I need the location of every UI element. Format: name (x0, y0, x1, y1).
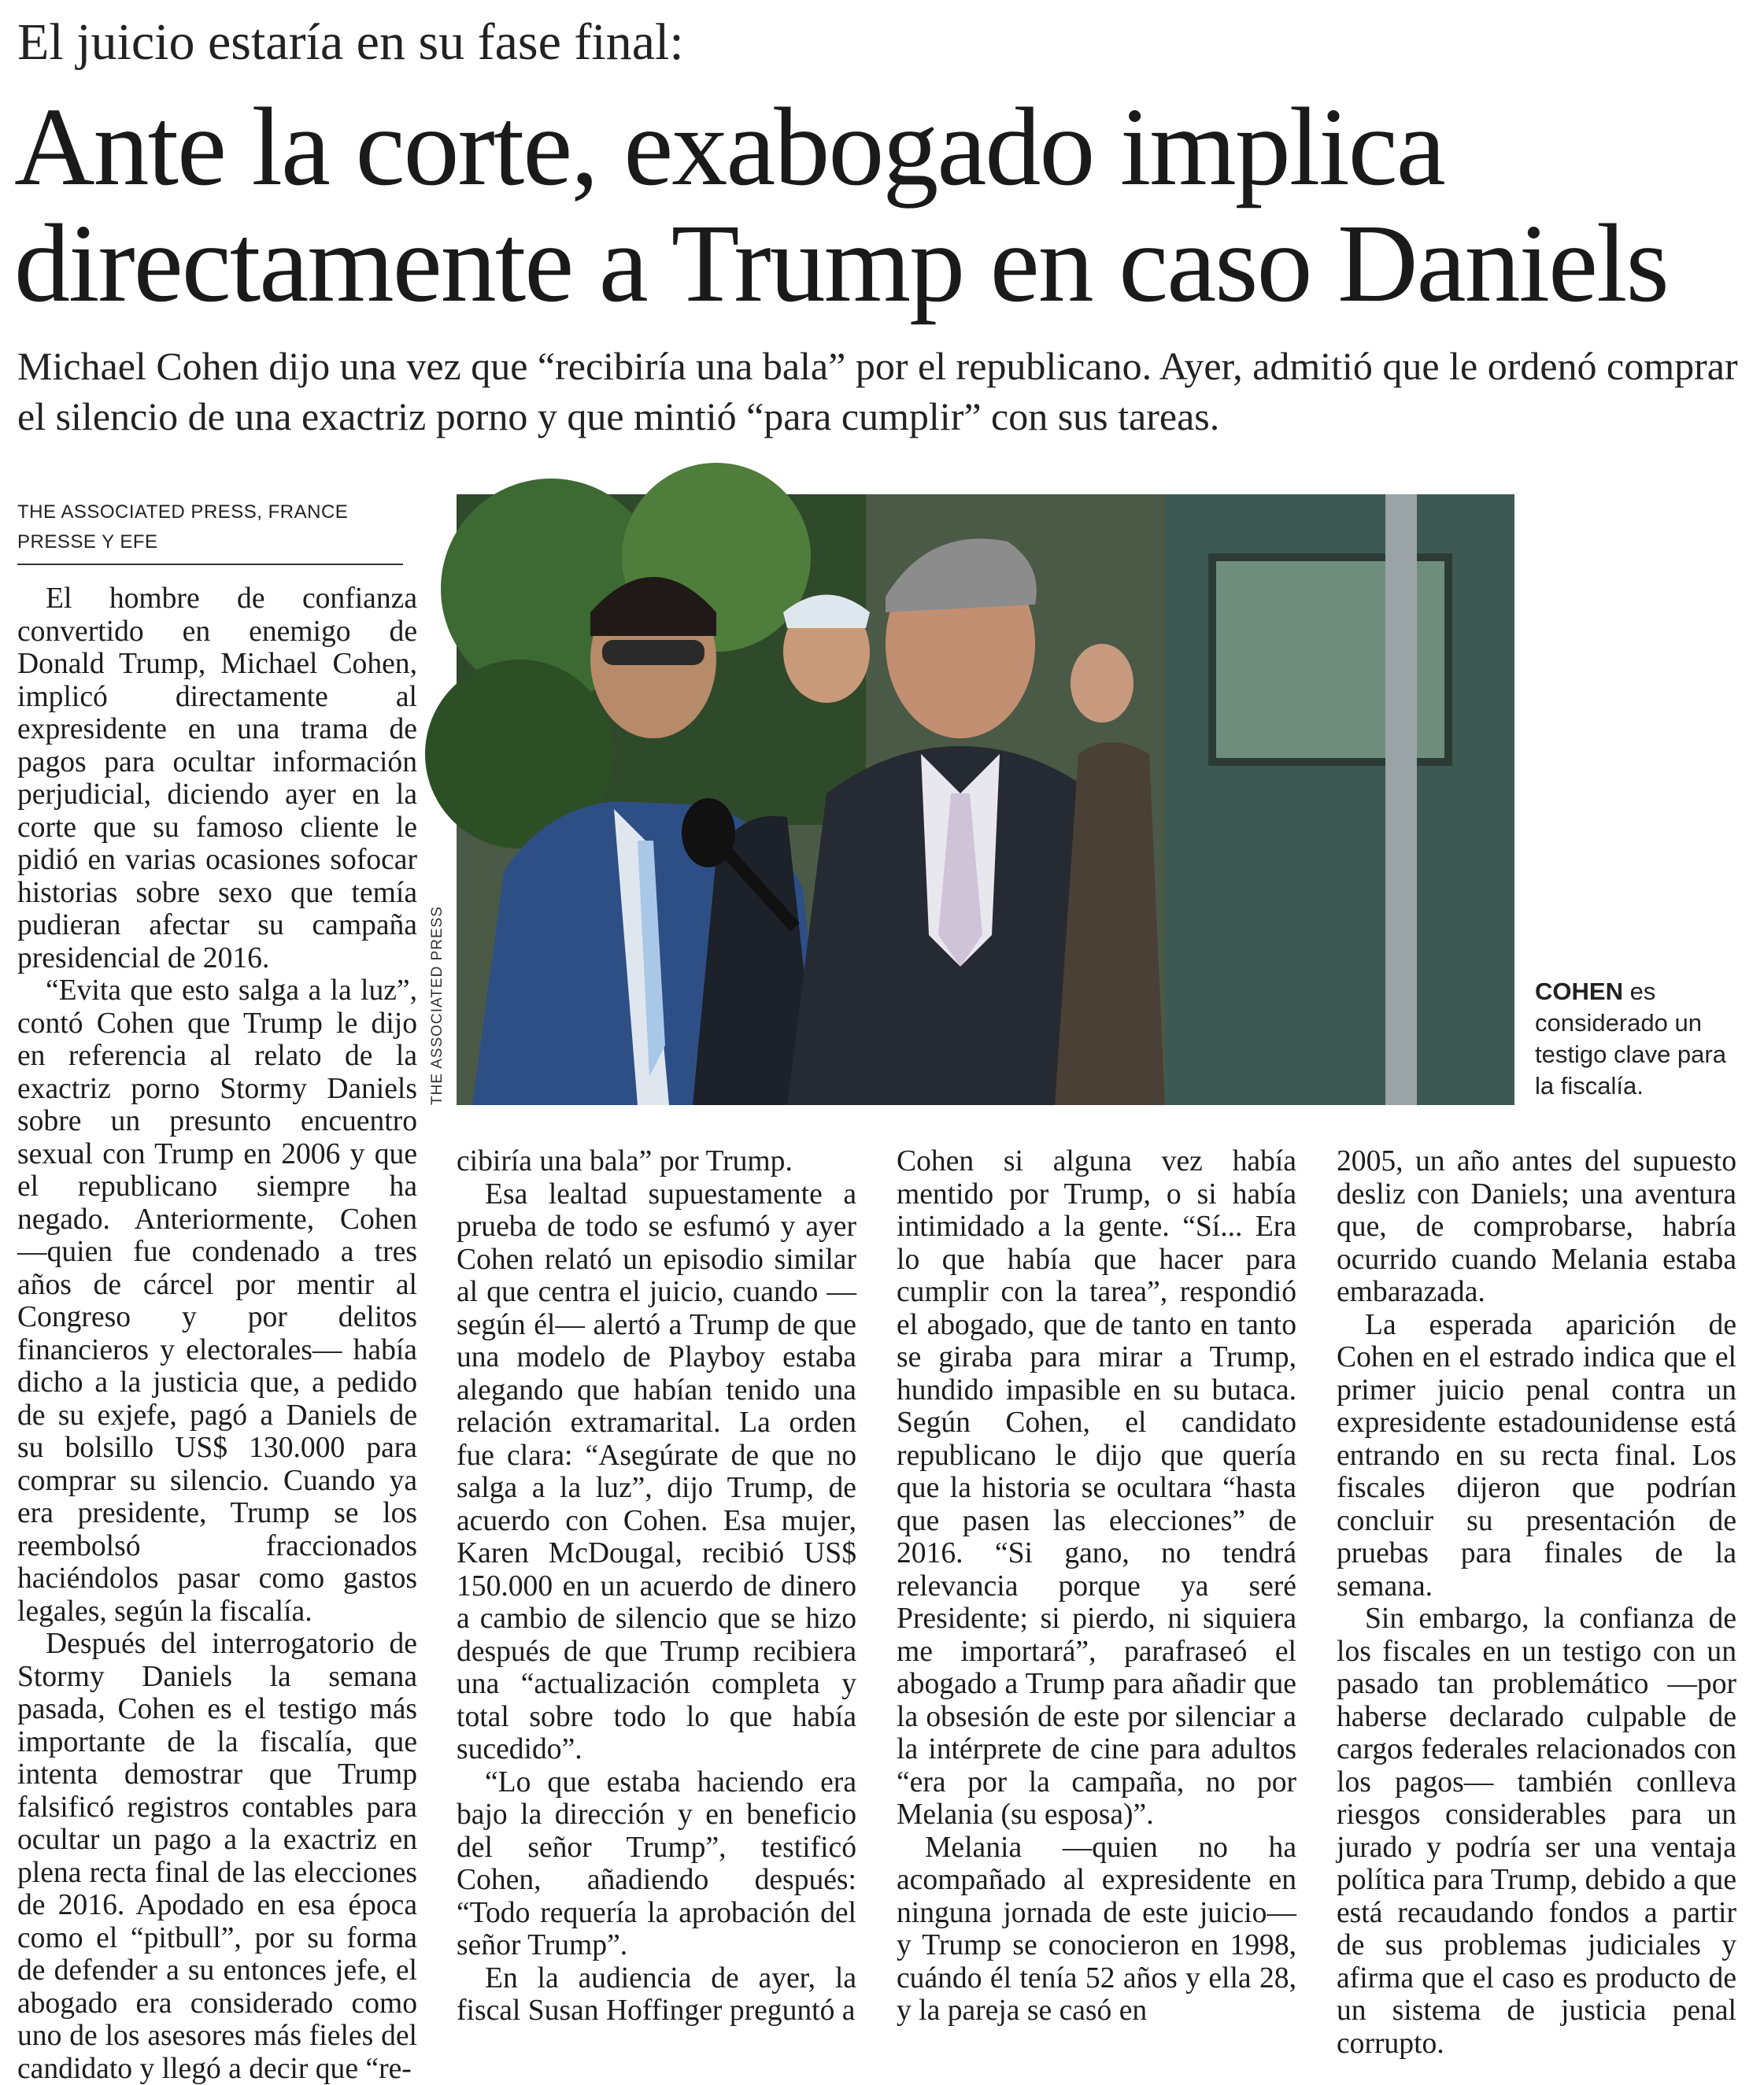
column-2 (457, 1145, 856, 2054)
paragraph: 2005, un año antes del supuesto desliz con Daniels; una aventura que, de comprobarse, habría ocurrido cuando Melania estaba embarazada. (1337, 1145, 1736, 1308)
column-4 (1337, 1145, 1736, 2060)
news-photo (457, 494, 1514, 1105)
photo-illustration (457, 494, 1514, 1105)
paragraph: El hombre de confianza convertido en enemigo de Donald Trump, Michael Cohen, implicó directamente al expresidente en una trama de pagos para ocultar información perjudicial, diciendo ayer en la corte que su famoso cliente le pidió en varias ocasiones sofocar historias sobre sexo que temía pudieran afectar su campaña presidencial de 2016. (17, 582, 417, 974)
paragraph: Sin embargo, la confianza de los fiscales en un testigo con un pasado tan problemático —por haberse declarado culpable de cargos federales relacionados con los pagos— también conlleva riesgos considerables para un jurado y podría ser una ventaja política para Trump, debido a que está recaudando fondos a partir de sus problemas judiciales y afirma que el caso es producto de un sistema de justicia penal corrupto. (1337, 1603, 1736, 2060)
caption-text: es considerado un testigo clave para la fiscalía. (1535, 978, 1726, 1100)
paragraph: En la audiencia de ayer, la fiscal Susan Hoffinger preguntó a (457, 1961, 856, 2027)
column-3 (897, 1145, 1296, 2054)
paragraph: Después del interrogatorio de Stormy Daniels la semana pasada, Cohen es el testigo más importante de la fiscalía, que intenta demostrar que Trump falsificó registros contables para ocultar un pago a la exactriz en plena recta final de las elecciones de 2016. Apodado en esa época como el “pitbull”, por su forma de defender a su entonces jefe, el abogado era considerado como uno de los asesores más fieles del candidato y llegó a decir que “re- (17, 1628, 417, 2085)
column-1 (17, 582, 417, 2085)
photo-caption (1535, 976, 1740, 1102)
headline: Ante la corte, exabogado implica directamente a Trump en caso Daniels (14, 84, 1668, 325)
paragraph: La esperada aparición de Cohen en el estrado indica que el primer juicio penal contra un expresidente estadounidense está entrando en su recta final. Los fiscales dijeron que podrían concluir su presentación de pruebas para finales de la semana. (1337, 1308, 1736, 1603)
byline: THE ASSOCIATED PRESS, FRANCE PRESSE Y EFE (17, 497, 403, 565)
paragraph: cibiría una bala” por Trump. (457, 1145, 793, 1177)
paragraph: Cohen si alguna vez había mentido por Trump, o si había intimidado a la gente. “Sí... Era lo que había que hacer para cumplir con la tarea”, respondió el abogado, que de tanto en tanto se giraba para mirar a Trump, hundido impasible en su butaca. Según Cohen, el candidato republicano le dijo que quería que la historia se ocultara “hasta que pasen las elecciones” de 2016. “Si gano, no tendrá relevancia porque ya seré Presidente; si pierdo, ni siquiera me importará”, parafraseó el abogado a Trump para añadir que la obsesión de este por silenciar a la intérprete de cine para adultos “era por la campaña, no por Melania (su esposa)”. (897, 1145, 1296, 1831)
deck: Michael Cohen dijo una vez que “recibiría una bala” por el republicano. Ayer, admitió que le ordenó comprar el silencio de una exactriz porno y que mintió “para cumplir” con sus tareas. (17, 344, 1738, 438)
photo-credit: THE ASSOCIATED PRESS (429, 906, 446, 1105)
paragraph: Esa lealtad supuestamente a prueba de todo se esfumó y ayer Cohen relató un episodio similar al que centra el juicio, cuando —según él— alertó a Trump de que una modelo de Playboy estaba alegando que habían tenido una relación extramarital. La orden fue clara: “Asegúrate de que no salga a la luz”, dijo Trump, de acuerdo con Cohen. Esa mujer, Karen McDougal, recibió US$ 150.000 en un acuerdo de dinero a cambio de silencio que se hizo después de que Trump recibiera una “actualización completa y total sobre todo lo que había sucedido”. (457, 1177, 856, 1765)
kicker: El juicio estaría en su fase final: (17, 13, 684, 71)
paragraph: “Evita que esto salga a la luz”, contó Cohen que Trump le dijo en referencia al relato de la exactriz porno Stormy Daniels sobre un presunto encuentro sexual con Trump en 2006 y que el republicano siempre ha negado. Anteriormente, Cohen —quien fue condenado a tres años de cárcel por mentir al Congreso y por delitos financieros y electorales— había dicho a la justicia que, a pedido de su exjefe, pagó a Daniels de su bolsillo US$ 130.000 para comprar su silencio. Cuando ya era presidente, Trump se los reembolsó fraccionados haciéndolos pasar como gastos legales, según la fiscalía. (17, 974, 417, 1628)
caption-lead: COHEN (1535, 978, 1623, 1005)
paragraph: Melania —quien no ha acompañado al expresidente en ninguna jornada de este juicio— y Trump se conocieron en 1998, cuándo él tenía 52 años y ella 28, y la pareja se casó en (897, 1831, 1296, 2027)
paragraph: “Lo que estaba haciendo era bajo la dirección y en beneficio del señor Trump”, testificó Cohen, añadiendo después: “Todo requería la aprobación del señor Trump”. (457, 1765, 856, 1961)
